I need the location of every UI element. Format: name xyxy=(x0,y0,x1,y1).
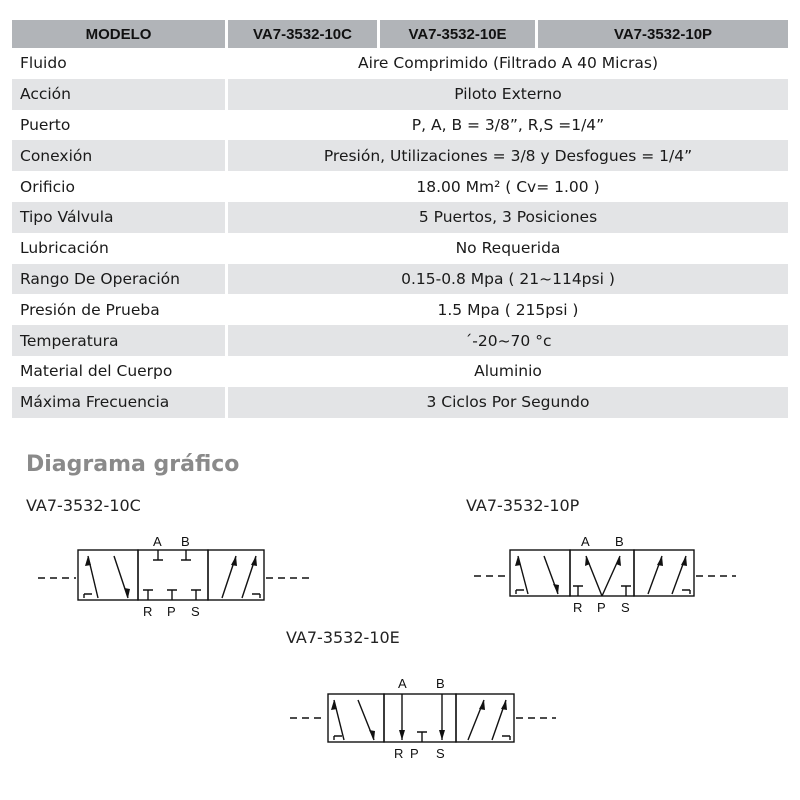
row-value: P, A, B = 3/8”, R,S =1/4” xyxy=(411,115,605,134)
valve-label-10c: VA7-3532-10C xyxy=(26,496,141,515)
row-label: Lubricación xyxy=(12,233,228,264)
table-row xyxy=(12,140,788,171)
header-model: MODELO xyxy=(12,20,228,48)
table-row xyxy=(12,110,788,141)
row-value: ´-20~70 °c xyxy=(228,325,788,356)
valve-symbol-10p xyxy=(468,526,748,622)
specifications-table xyxy=(12,20,788,418)
row-label: Presión de Prueba xyxy=(12,294,228,325)
table-row xyxy=(12,79,788,110)
valve-label-10p: VA7-3532-10P xyxy=(466,496,580,515)
header-va7-3532-10p: VA7-3532-10P xyxy=(538,20,788,48)
row-label: Orificio xyxy=(12,171,228,202)
port-label-s: S xyxy=(191,604,200,619)
table-row xyxy=(12,48,788,79)
valve-position-left xyxy=(328,694,384,742)
header-va7-3532-10c: VA7-3532-10C xyxy=(228,20,380,48)
port-label-b: B xyxy=(615,534,624,549)
row-value: Presión, Utilizaciones = 3/8 y Desfogues = 1/4” xyxy=(228,140,788,171)
table-row xyxy=(12,325,788,356)
row-value: No Requerida xyxy=(455,239,561,258)
table-row xyxy=(12,171,788,202)
row-label: Máxima Frecuencia xyxy=(12,387,228,418)
row-value: Piloto Externo xyxy=(228,79,788,110)
table-row xyxy=(12,202,788,233)
row-value: 18.00 Mm² ( Cv= 1.00 ) xyxy=(416,177,600,196)
valve-symbol-10c xyxy=(30,526,320,622)
port-label-s: S xyxy=(436,746,445,761)
port-label-b: B xyxy=(436,676,445,691)
port-label-p: P xyxy=(410,746,419,761)
row-label: Puerto xyxy=(12,110,228,141)
port-label-r: R xyxy=(573,600,583,615)
row-value: 0.15-0.8 Mpa ( 21~114psi ) xyxy=(228,264,788,295)
valve-position-left xyxy=(510,550,570,596)
table-row xyxy=(12,233,788,264)
row-label: Fluido xyxy=(12,48,228,79)
port-label-a: A xyxy=(398,676,407,691)
header-va7-3532-10e: VA7-3532-10E xyxy=(380,20,538,48)
row-value: 3 Ciclos Por Segundo xyxy=(228,387,788,418)
port-label-s: S xyxy=(621,600,630,615)
valve-label-10e: VA7-3532-10E xyxy=(286,628,400,647)
table-header-row xyxy=(12,20,788,48)
valve-position-center xyxy=(384,694,456,742)
table-row xyxy=(12,264,788,295)
row-value: 1.5 Mpa ( 215psi ) xyxy=(437,300,579,319)
row-label: Temperatura xyxy=(12,325,228,356)
row-label: Tipo Válvula xyxy=(12,202,228,233)
table-row xyxy=(12,294,788,325)
row-value: Aluminio xyxy=(474,362,542,381)
row-label: Acción xyxy=(12,79,228,110)
diagram-heading: Diagrama gráfico xyxy=(26,452,240,477)
table-row xyxy=(12,387,788,418)
row-label: Material del Cuerpo xyxy=(12,356,228,387)
port-label-a: A xyxy=(581,534,590,549)
row-value: 5 Puertos, 3 Posiciones xyxy=(228,202,788,233)
row-label: Rango De Operación xyxy=(12,264,228,295)
table-row xyxy=(12,356,788,387)
port-label-b: B xyxy=(181,534,190,549)
port-label-p: P xyxy=(597,600,606,615)
row-label: Conexión xyxy=(12,140,228,171)
port-label-r: R xyxy=(394,746,404,761)
row-value: Aire Comprimido (Filtrado A 40 Micras) xyxy=(357,54,658,73)
valve-position-center xyxy=(570,550,634,596)
port-label-r: R xyxy=(143,604,153,619)
port-label-a: A xyxy=(153,534,162,549)
port-label-p: P xyxy=(167,604,176,619)
valve-symbol-10e xyxy=(286,672,566,772)
